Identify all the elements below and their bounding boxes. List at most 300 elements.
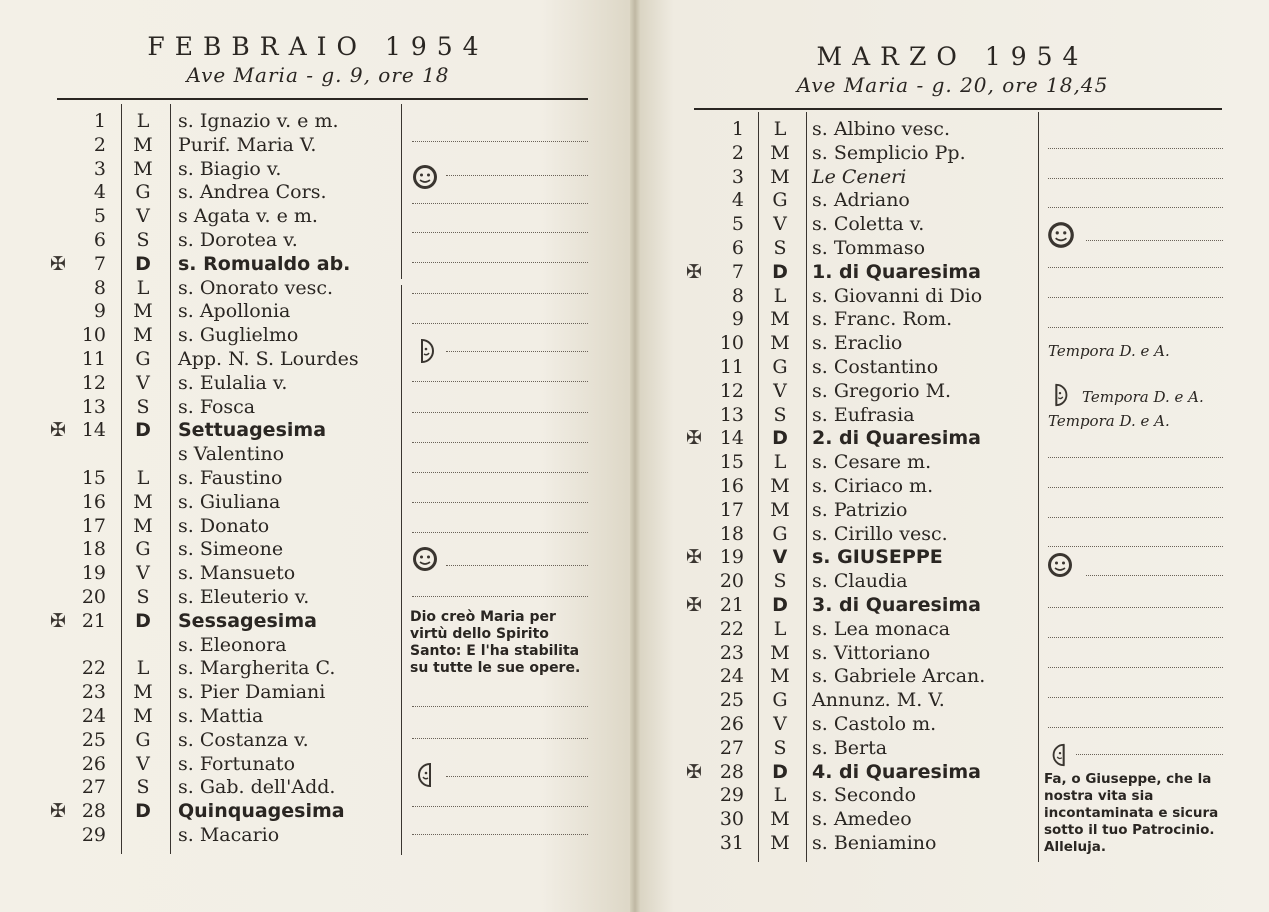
header-rule <box>57 98 588 100</box>
day-number: 19 <box>81 562 106 585</box>
day-number: 2 <box>93 133 106 156</box>
saint-name: s. Ignazio v. e m. <box>178 110 339 132</box>
day-row <box>40 158 420 182</box>
day-number: 22 <box>81 657 106 680</box>
saint-name: s. Giuliana <box>178 490 281 513</box>
cross-pattee-icon: ✠ <box>50 252 66 275</box>
day-number: 15 <box>81 466 106 489</box>
weekday-letter: G <box>772 522 788 545</box>
day-number: 16 <box>81 490 106 513</box>
day-number: 21 <box>719 593 744 616</box>
weekday-letter: D <box>135 419 151 442</box>
cross-pattee-icon: ✠ <box>686 546 702 569</box>
day-number: 22 <box>719 617 744 640</box>
day-row <box>678 594 1058 618</box>
saint-name: s. Claudia <box>812 570 908 593</box>
saint-name: s. Giovanni di Dio <box>812 284 983 307</box>
note-line <box>446 351 588 352</box>
day-number: 11 <box>719 355 744 378</box>
weekday-letter: D <box>772 760 788 783</box>
month-title: MARZO 1954 <box>816 42 1089 71</box>
saint-name: s. Franc. Rom. <box>812 308 953 331</box>
day-row <box>40 229 420 253</box>
saint-name: s. Andrea Cors. <box>178 181 327 204</box>
day-row <box>40 586 420 610</box>
weekday-letter: V <box>136 562 150 585</box>
note-line <box>1048 546 1223 547</box>
weekday-letter: M <box>133 514 153 537</box>
weekday-letter: D <box>135 252 151 275</box>
saint-name: 1. di Quaresima <box>812 260 981 283</box>
saint-name: s. Fortunato <box>178 752 296 775</box>
cross-pattee-icon: ✠ <box>686 260 702 283</box>
day-number: 17 <box>81 514 106 537</box>
day-row <box>40 562 420 586</box>
day-number: 26 <box>719 712 744 735</box>
day-number: 19 <box>719 546 744 569</box>
saint-name: s. Vittoriano <box>812 641 931 664</box>
day-number: 30 <box>719 808 744 831</box>
day-row <box>678 570 1058 594</box>
day-number: 5 <box>731 213 744 236</box>
weekday-letter: G <box>772 355 788 378</box>
weekday-letter: M <box>770 474 790 497</box>
day-number: 16 <box>719 474 744 497</box>
day-row <box>678 308 1058 332</box>
day-row <box>40 776 420 800</box>
saint-name: s. Romualdo ab. <box>178 252 351 275</box>
day-number: 18 <box>81 538 106 561</box>
day-row <box>678 642 1058 666</box>
weekday-letter: S <box>136 395 150 418</box>
day-row <box>678 713 1058 737</box>
note-line <box>1048 637 1223 638</box>
day-number: 4 <box>731 189 744 212</box>
weekday-letter: S <box>773 403 787 426</box>
saint-name: s. Beniamino <box>812 831 937 854</box>
day-row <box>40 824 420 848</box>
saint-name: s. Tommaso <box>812 236 926 259</box>
note-line <box>412 293 588 294</box>
saint-name: s. Costantino <box>812 355 939 378</box>
note-line <box>412 502 588 503</box>
right-header <box>636 42 1269 97</box>
weekday-letter: M <box>133 300 153 323</box>
saint-name: Sessagesima <box>178 609 317 632</box>
book-gutter <box>630 0 640 912</box>
saint-name: s. Gregorio M. <box>812 379 952 402</box>
day-number: 10 <box>719 332 744 355</box>
day-row <box>40 753 420 777</box>
day-row <box>40 467 420 491</box>
day-row <box>678 285 1058 309</box>
note-line <box>446 776 588 777</box>
note-line <box>1048 697 1223 698</box>
saint-name: s. Cirillo vesc. <box>812 522 948 545</box>
weekday-letter: S <box>136 228 150 251</box>
day-number: 13 <box>81 395 106 418</box>
note-line <box>412 706 588 707</box>
day-list <box>678 118 1058 856</box>
saint-name: s. Dorotea v. <box>178 228 298 251</box>
day-row <box>40 729 420 753</box>
saint-name: s. Patrizio <box>812 498 908 521</box>
saint-name: s. Cesare m. <box>812 451 932 474</box>
weekday-letter: S <box>136 585 150 608</box>
day-row <box>40 277 420 301</box>
day-row <box>40 538 420 562</box>
weekday-letter: V <box>136 371 150 394</box>
saint-name: App. N. S. Lourdes <box>178 347 359 370</box>
month-title: FEBBRAIO 1954 <box>147 32 489 61</box>
cross-pattee-icon: ✠ <box>50 800 66 823</box>
day-row <box>678 451 1058 475</box>
weekday-letter: M <box>770 141 790 164</box>
day-row <box>678 261 1058 285</box>
saint-name: Le Ceneri <box>812 165 907 188</box>
day-row <box>40 610 420 634</box>
weekday-letter: G <box>135 728 151 751</box>
day-number: 28 <box>81 800 106 823</box>
day-number: 24 <box>719 665 744 688</box>
note-line <box>412 232 588 233</box>
saint-name: s. Albino vesc. <box>812 118 950 140</box>
day-row <box>678 523 1058 547</box>
day-number: 20 <box>81 585 106 608</box>
weekday-letter: L <box>136 657 150 680</box>
day-number: 29 <box>719 784 744 807</box>
day-number: 8 <box>93 276 106 299</box>
full-moon-face-icon <box>1046 220 1076 255</box>
day-row <box>40 134 420 158</box>
weekday-letter: M <box>770 498 790 521</box>
saint-name: s. Coletta v. <box>812 213 925 236</box>
day-row <box>678 213 1058 237</box>
saint-name: s. Biagio v. <box>178 157 282 180</box>
saint-name: s. Eulalia v. <box>178 371 288 394</box>
day-number: 15 <box>719 451 744 474</box>
cross-pattee-icon: ✠ <box>50 609 66 632</box>
weekday-letter: D <box>772 593 788 616</box>
weekday-letter: V <box>136 205 150 228</box>
saint-name: s. Adriano <box>812 189 910 212</box>
day-row <box>40 681 420 705</box>
page-march <box>636 0 1269 912</box>
saint-name: s. Fosca <box>178 395 256 418</box>
saint-name: Purif. Maria V. <box>178 133 317 156</box>
saint-name: s. Simeone <box>178 538 284 561</box>
weekday-letter: L <box>773 617 787 640</box>
day-number: 1 <box>731 118 744 140</box>
weekday-letter: G <box>772 189 788 212</box>
day-number: 25 <box>81 728 106 751</box>
weekday-letter: M <box>133 490 153 513</box>
saint-name: s. Secondo <box>812 784 917 807</box>
saint-name: s. Faustino <box>178 466 283 489</box>
note-line <box>1048 148 1223 149</box>
day-row <box>678 475 1058 499</box>
weekday-letter: L <box>773 784 787 807</box>
saint-name: s. Eleuterio v. <box>178 585 310 608</box>
saint-name: s. Eraclio <box>812 332 903 355</box>
day-number: 24 <box>81 704 106 727</box>
saint-name: s. Pier Damiani <box>178 681 326 704</box>
day-row <box>678 832 1058 856</box>
header-rule <box>694 108 1222 110</box>
day-row <box>678 546 1058 570</box>
note-line <box>446 175 588 176</box>
note-line <box>1048 327 1223 328</box>
day-row <box>40 348 420 372</box>
joseph-quote: Fa, o Giuseppe, che la nostra vita sia incontaminata e sicura sotto il tuo Patrocinio. Alleluja. <box>1044 771 1219 855</box>
note-line <box>412 442 588 443</box>
day-number: 7 <box>93 252 106 275</box>
day-number: 4 <box>93 181 106 204</box>
weekday-letter: S <box>773 570 787 593</box>
day-number: 31 <box>719 831 744 854</box>
weekday-letter: M <box>770 641 790 664</box>
note-line <box>1048 297 1223 298</box>
day-row <box>678 166 1058 190</box>
weekday-letter: M <box>770 808 790 831</box>
saint-name: s. Guglielmo <box>178 324 299 347</box>
saint-name: Quinquagesima <box>178 800 345 823</box>
day-row <box>678 808 1058 832</box>
weekday-letter: G <box>772 689 788 712</box>
note-line <box>412 141 588 142</box>
day-number: 9 <box>93 300 106 323</box>
weekday-letter: S <box>773 236 787 259</box>
day-number: 10 <box>81 324 106 347</box>
note-line <box>412 323 588 324</box>
weekday-letter: G <box>135 181 151 204</box>
weekday-letter: M <box>770 332 790 355</box>
weekday-letter: M <box>770 665 790 688</box>
weekday-letter: M <box>133 133 153 156</box>
weekday-letter: D <box>772 260 788 283</box>
day-number: 9 <box>731 308 744 331</box>
cross-pattee-icon: ✠ <box>686 760 702 783</box>
day-number: 23 <box>719 641 744 664</box>
day-number: 27 <box>719 736 744 759</box>
tempora-note: Tempora D. e A. <box>1048 342 1170 360</box>
saint-name: s. Onorato vesc. <box>178 276 334 299</box>
note-line <box>412 806 588 807</box>
weekday-letter: M <box>770 831 790 854</box>
day-row <box>40 515 420 539</box>
cross-pattee-icon: ✠ <box>686 593 702 616</box>
weekday-letter: M <box>133 157 153 180</box>
note-line <box>446 565 588 566</box>
day-number: 26 <box>81 752 106 775</box>
saint-name: s. Donato <box>178 514 270 537</box>
day-number: 11 <box>81 347 106 370</box>
day-row <box>678 427 1058 451</box>
ave-maria-line: Ave Maria - g. 9, ore 18 <box>186 63 450 87</box>
note-line <box>412 262 588 263</box>
day-row <box>678 689 1058 713</box>
weekday-letter: L <box>773 451 787 474</box>
day-number: 14 <box>719 427 744 450</box>
saint-name: 2. di Quaresima <box>812 427 981 450</box>
weekday-letter: V <box>772 546 788 569</box>
day-row <box>40 419 420 443</box>
cross-pattee-icon: ✠ <box>686 427 702 450</box>
note-line <box>1086 240 1223 241</box>
day-number: 29 <box>81 823 106 846</box>
ave-maria-line: Ave Maria - g. 20, ore 18,45 <box>796 73 1109 97</box>
day-number: 18 <box>719 522 744 545</box>
day-row <box>40 443 420 467</box>
saint-name: s. Eleonora <box>178 633 287 656</box>
day-row <box>40 300 420 324</box>
day-row <box>40 324 420 348</box>
day-number: 6 <box>93 228 106 251</box>
day-row <box>678 737 1058 761</box>
saint-name: s. Berta <box>812 736 888 759</box>
saint-name: s. Castolo m. <box>812 712 937 735</box>
saint-name: s. Lea monaca <box>812 617 951 640</box>
day-row <box>678 665 1058 689</box>
note-line <box>1048 267 1223 268</box>
note-line <box>1048 607 1223 608</box>
day-number: 12 <box>81 371 106 394</box>
note-line <box>1048 517 1223 518</box>
note-line <box>1048 207 1223 208</box>
note-line <box>412 203 588 204</box>
day-row <box>678 237 1058 261</box>
saint-name: s. Gabriele Arcan. <box>812 665 986 688</box>
note-line <box>412 381 588 382</box>
day-row <box>678 761 1058 785</box>
saint-name: s Agata v. e m. <box>178 205 318 228</box>
marian-quote: Dio creò Maria per virtù dello Spirito Santo: E l'ha stabilita su tutte le sue opere. <box>410 609 581 676</box>
note-line <box>1086 575 1223 576</box>
saint-name: s. Costanza v. <box>178 728 309 751</box>
weekday-letter: L <box>773 284 787 307</box>
day-number: 3 <box>93 157 106 180</box>
weekday-letter: D <box>135 609 151 632</box>
day-row <box>678 356 1058 380</box>
weekday-letter: L <box>136 110 150 132</box>
day-row <box>678 189 1058 213</box>
weekday-letter: V <box>773 379 787 402</box>
day-number: 13 <box>719 403 744 426</box>
note-line <box>1048 457 1223 458</box>
saint-name: s. Margherita C. <box>178 657 336 680</box>
day-number: 12 <box>719 379 744 402</box>
weekday-letter: V <box>136 752 150 775</box>
day-number: 21 <box>81 609 106 632</box>
saint-name: Annunz. M. V. <box>812 689 945 712</box>
day-number: 14 <box>81 419 106 442</box>
day-row <box>40 634 420 658</box>
full-moon-face-icon <box>411 163 439 196</box>
weekday-letter: D <box>772 427 788 450</box>
day-number: 17 <box>719 498 744 521</box>
day-row <box>40 110 420 134</box>
tempora-note: Tempora D. e A. <box>1048 412 1170 430</box>
day-row <box>678 618 1058 642</box>
note-line <box>1048 178 1223 179</box>
note-line <box>1048 667 1223 668</box>
weekday-letter: V <box>773 712 787 735</box>
day-row <box>678 142 1058 166</box>
note-line <box>1048 727 1223 728</box>
saint-name: 4. di Quaresima <box>812 760 981 783</box>
day-number: 25 <box>719 689 744 712</box>
saint-name: s. Semplicio Pp. <box>812 141 966 164</box>
weekday-letter: V <box>773 213 787 236</box>
day-number: 8 <box>731 284 744 307</box>
note-line <box>412 738 588 739</box>
day-row <box>40 253 420 277</box>
full-moon-face-icon <box>411 545 439 578</box>
last-quarter-moon-icon <box>413 762 439 793</box>
day-number: 6 <box>731 236 744 259</box>
day-number: 23 <box>81 681 106 704</box>
note-line <box>412 532 588 533</box>
day-number: 7 <box>731 260 744 283</box>
weekday-letter: S <box>136 776 150 799</box>
note-line <box>412 596 588 597</box>
day-row <box>40 491 420 515</box>
note-line <box>1048 487 1223 488</box>
day-number: 3 <box>731 165 744 188</box>
cross-pattee-icon: ✠ <box>50 419 66 442</box>
weekday-letter: M <box>133 704 153 727</box>
day-row <box>40 705 420 729</box>
weekday-letter: G <box>135 347 151 370</box>
saint-name: s. Mattia <box>178 704 264 727</box>
weekday-letter: D <box>135 800 151 823</box>
weekday-letter: L <box>136 276 150 299</box>
saint-name: s Valentino <box>178 443 285 466</box>
day-row <box>678 380 1058 404</box>
weekday-letter: G <box>135 538 151 561</box>
tempora-note: Tempora D. e A. <box>1082 388 1204 406</box>
weekday-letter: M <box>770 308 790 331</box>
day-number: 2 <box>731 141 744 164</box>
day-number: 5 <box>93 205 106 228</box>
note-line <box>412 834 588 835</box>
saint-name: s. Macario <box>178 823 280 846</box>
saint-name: s. Gab. dell'Add. <box>178 776 336 799</box>
full-moon-face-icon <box>1046 551 1074 584</box>
day-number: 28 <box>719 760 744 783</box>
day-row <box>678 404 1058 428</box>
day-row <box>40 181 420 205</box>
day-list <box>40 110 420 848</box>
day-number: 27 <box>81 776 106 799</box>
weekday-letter: L <box>136 466 150 489</box>
weekday-letter: M <box>133 681 153 704</box>
last-quarter-moon-icon <box>1048 743 1072 772</box>
note-line <box>412 472 588 473</box>
weekday-letter: S <box>773 736 787 759</box>
weekday-letter: M <box>133 324 153 347</box>
day-row <box>678 499 1058 523</box>
saint-name: s. Mansueto <box>178 562 296 585</box>
day-row <box>40 396 420 420</box>
day-row <box>678 118 1058 142</box>
weekday-letter: L <box>773 118 787 140</box>
day-number: 1 <box>93 110 106 132</box>
first-quarter-moon-icon <box>413 338 439 369</box>
saint-name: s. Amedeo <box>812 808 912 831</box>
day-row <box>40 657 420 681</box>
saint-name: s. Ciriaco m. <box>812 474 934 497</box>
